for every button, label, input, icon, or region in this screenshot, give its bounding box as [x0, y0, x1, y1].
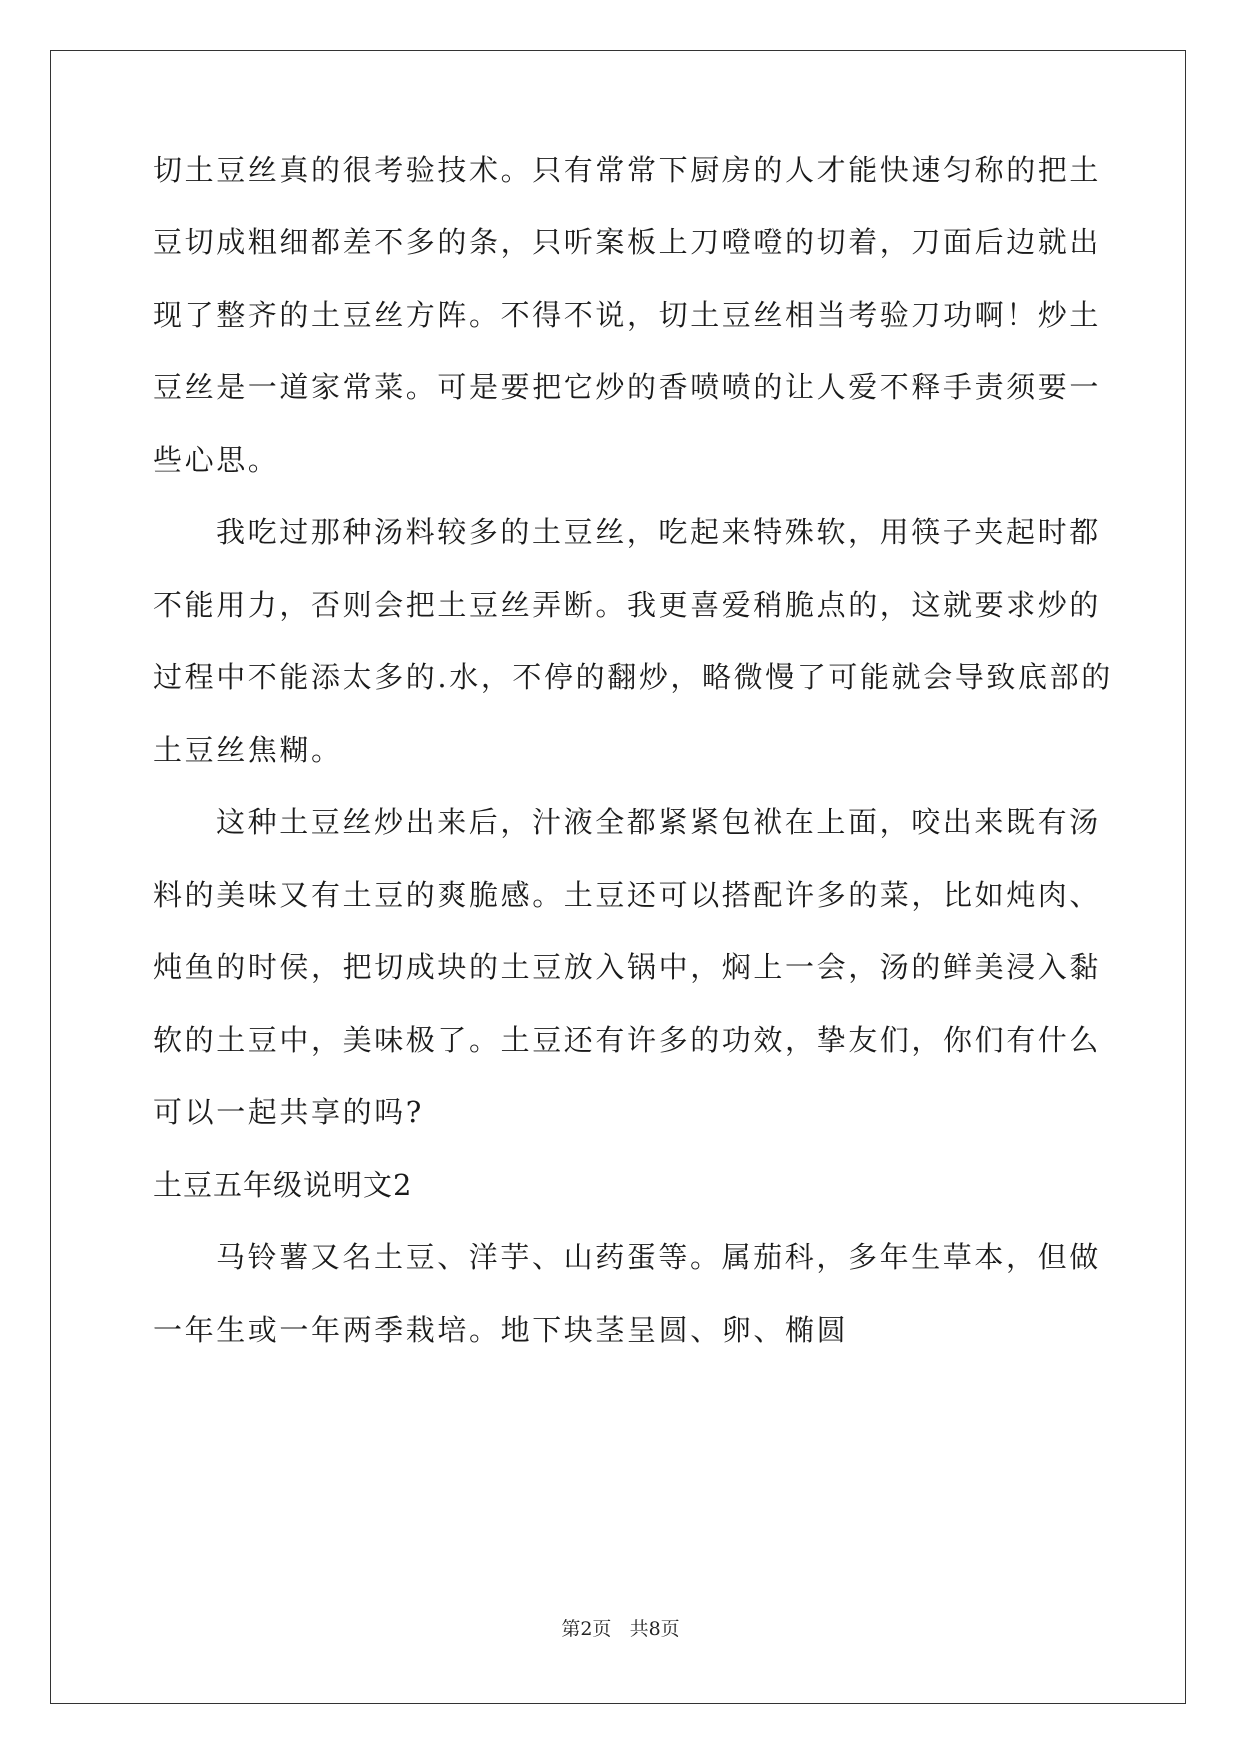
body-line: 豆切成粗细都差不多的条，只听案板上刀噔噔的切着，刀面后边就出 [153, 225, 1102, 259]
body-line: 些心思。 [153, 443, 280, 477]
paragraph-first-line: 这种土豆丝炒出来后，汁液全都紧紧包袱在上面，咬出来既有汤 [216, 805, 1101, 839]
body-line: 一年生或一年两季栽培。地下块茎呈圆、卵、椭圆 [153, 1313, 849, 1347]
body-line: 不能用力，否则会把土豆丝弄断。我更喜爱稍脆点的，这就要求炒的 [153, 588, 1102, 622]
section-heading: 土豆五年级说明文2 [153, 1168, 413, 1202]
page-total: 共8页 [629, 1618, 680, 1640]
body-line: 豆丝是一道家常菜。可是要把它炒的香喷喷的让人爱不释手责须要一 [153, 370, 1102, 404]
body-line: 料的美味又有土豆的爽脆感。土豆还可以搭配许多的菜，比如炖肉、 [153, 878, 1102, 912]
body-line: 可以一起共享的吗? [153, 1095, 424, 1129]
paragraph-first-line: 我吃过那种汤料较多的土豆丝，吃起来特殊软，用筷子夹起时都 [216, 515, 1101, 549]
body-line: 炖鱼的时侯，把切成块的土豆放入锅中，焖上一会，汤的鲜美浸入黏 [153, 950, 1102, 984]
page-number: 第2页 [561, 1618, 612, 1640]
paragraph-first-line: 马铃薯又名土豆、洋芋、山药蛋等。属茄科，多年生草本，但做 [216, 1240, 1101, 1274]
page-footer [0, 1617, 1241, 1641]
body-line: 现了整齐的土豆丝方阵。不得不说，切土豆丝相当考验刀功啊！炒土 [153, 298, 1102, 332]
body-line: 切土豆丝真的很考验技术。只有常常下厨房的人才能快速匀称的把土 [153, 153, 1102, 187]
body-line: 软的土豆中，美味极了。土豆还有许多的功效，挚友们，你们有什么 [153, 1023, 1102, 1057]
body-line: 土豆丝焦糊。 [153, 733, 343, 767]
body-line: 过程中不能添太多的.水，不停的翻炒，略微慢了可能就会导致底部的 [153, 660, 1113, 694]
